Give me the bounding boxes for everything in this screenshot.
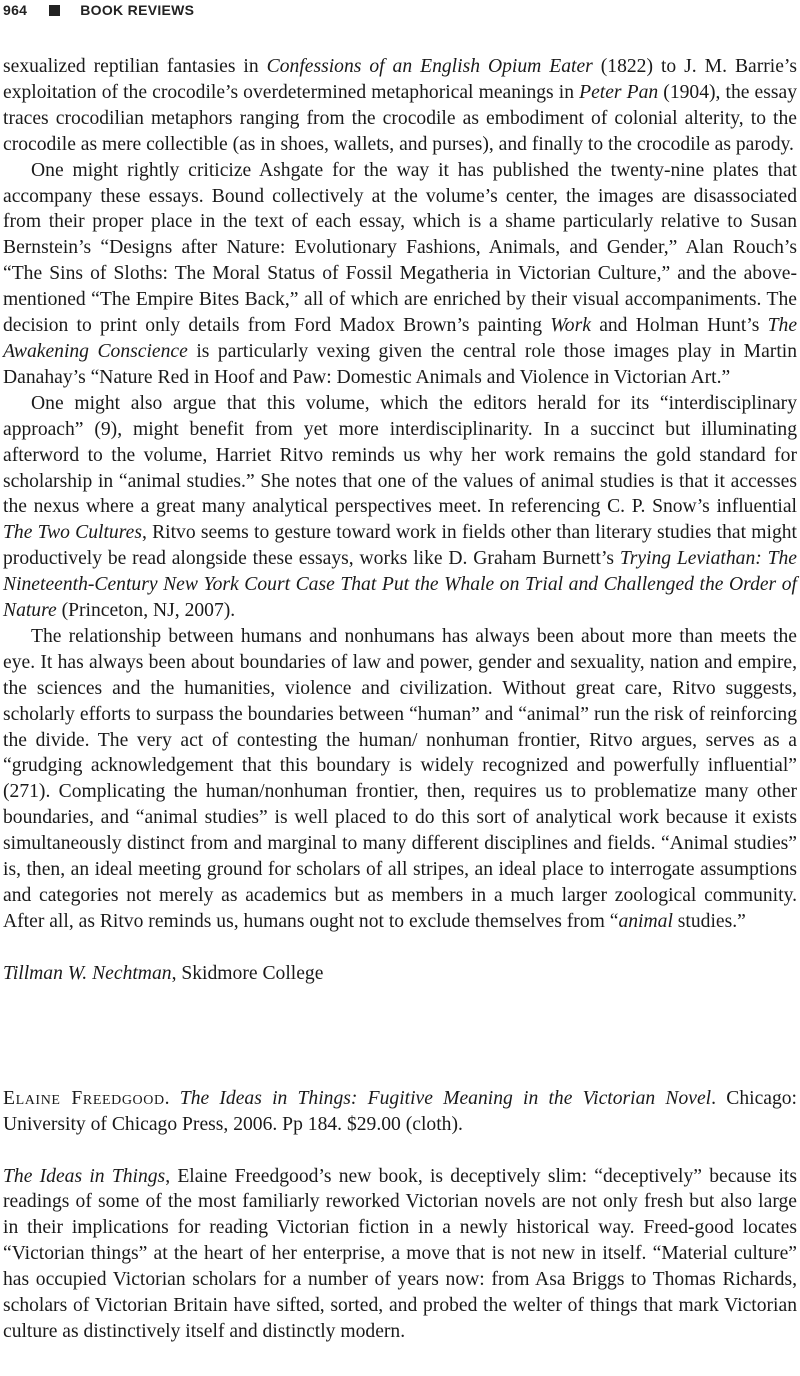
text-run: . <box>164 1087 180 1109</box>
review1-paragraph-4 <box>3 624 797 935</box>
publication-details: . Chicago: University of Chicago Press, 2006. Pp 184. $29.00 (cloth). <box>3 1087 798 1135</box>
review1-paragraph-3 <box>3 391 797 624</box>
review2-paragraph-1 <box>3 1164 797 1345</box>
book-title: The Ideas in Things <box>3 1165 166 1187</box>
running-head <box>3 0 194 20</box>
book-title: The Two Cultures <box>3 522 142 544</box>
book-title: Confessions of an English Opium Eater <box>266 56 593 77</box>
text-run: is particularly vexing given the central role those images play in Martin Danahay’s “Nature Red in Hoof and Paw: Domestic Animals and Violence in Victorian Art.” <box>3 340 797 388</box>
text-run: , Ritvo seems to gesture toward work in fields other than literary studies that might productively be read alongside these essays, works like D. Graham Burnett’s <box>3 522 798 570</box>
emphasis: animal <box>618 910 673 932</box>
page-number: 964 <box>3 2 28 18</box>
reviewer-signature <box>3 961 797 987</box>
book-title: Trying Leviathan: The Nineteenth-Century New York Court Case That Put the Whale on Trial and Challenged the Order of Nature <box>3 548 797 622</box>
review1-paragraph-2 <box>3 158 797 391</box>
book-author: Elaine Freedgood <box>3 1087 165 1109</box>
text-run: , Elaine Freedgood’s new book, is deceptively slim: “deceptively” because its readings of some of the most familiarly reworked Victorian novels are not only fresh but also large in their implications for reading Victorian fiction in a newly historical way. Freed-good locates “Victorian things” at the heart of her enterprise, a move that is not new in itself. “Material culture” has occupied Victorian scholars for a number of years now: from Asa Briggs to Thomas Richards, scholars of Victorian Britain have sifted, sorted, and probed the welter of things that mark Victorian culture as distinctively itself and distinctly modern. <box>3 1165 797 1342</box>
text-run: The relationship between humans and nonhumans has always been about more than meets the eye. It has always been about boundaries of law and power, gender and sexuality, nation and empire, the sciences and the humanities, violence and civilization. Without great care, Ritvo suggests, scholarly efforts to surpass the boundaries between “human” and “animal” run the risk of reinforcing the divide. The very act of contesting the human/ nonhuman frontier, Ritvo argues, serves as a “grudging acknowledgement that this boundary is widely recognized and powerfully influential” (271). Complicating the human/nonhuman frontier, then, requires us to problematize many other boundaries, and “animal studies” is well placed to do this sort of analytical work because it exists simultaneously distinct from and marginal to many different disciplines and fields. “Animal studies” is, then, an ideal meeting ground for scholars of all stripes, an ideal place to interrogate assumptions and categories not merely as academics but as members in a much larger zoological community. After all, as Ritvo reminds us, humans ought not to exclude themselves from “ <box>3 625 797 932</box>
text-run: (1904), the essay traces crocodilian metaphors ranging from the crocodile as embodiment of colonial alterity, to the crocodile as mere collectible (as in shoes, wallets, and purses), and finally to the crocodile as parody. <box>3 81 797 155</box>
text-run: studies.” <box>672 910 746 932</box>
artwork-title: The Awakening Conscience <box>3 315 798 362</box>
text-run: and Holman Hunt’s <box>590 315 768 337</box>
square-bullet-icon <box>49 5 60 16</box>
book-title: The Ideas in Things: Fugitive Meaning in the Victorian Novel <box>179 1087 712 1109</box>
review2-citation <box>3 1086 797 1138</box>
text-run: (1822) to J. M. Barrie’s exploitation of the crocodile’s overdetermined metaphorical meanings in <box>3 56 797 103</box>
page-body <box>3 54 797 1345</box>
artwork-title: Work <box>550 315 591 337</box>
reviewer-affiliation: , Skidmore College <box>171 962 324 984</box>
text-run: One might rightly criticize Ashgate for the way it has published the twenty-nine plates that accompany these essays. Bound collectively at the volume’s center, the images are disassociated from their proper place in the text of each essay, which is a shame particularly relative to Susan Bernstein’s “Designs after Nature: Evolutionary Fashions, Animals, and Gender,” Alan Rouch’s “The Sins of Sloths: The Moral Status of Fossil Megatheria in Victorian Culture,” and the above-mentioned “The Empire Bites Back,” all of which are enriched by their visual accompaniments. The decision to print only details from Ford Madox Brown’s painting <box>3 159 797 337</box>
text-run: One might also argue that this volume, which the editors herald for its “interdisciplinary approach” (9), might benefit from yet more interdisciplinarity. In a succinct but illuminating afterword to the volume, Harriet Ritvo reminds us why her work remains the gold standard for scholarship in “animal studies.” She notes that one of the values of animal studies is that it accesses the nexus where a great many analytical perspectives meet. In referencing C. P. Snow’s influential <box>3 392 797 518</box>
review1-paragraph-1 <box>3 54 797 158</box>
text-run: (Princeton, NJ, 2007). <box>56 600 236 622</box>
text-run: sexualized reptilian fantasies in <box>3 56 267 77</box>
reviewer-name: Tillman W. Nechtman <box>3 962 172 984</box>
book-title: Peter Pan <box>579 81 659 103</box>
section-title: BOOK REVIEWS <box>80 2 195 18</box>
